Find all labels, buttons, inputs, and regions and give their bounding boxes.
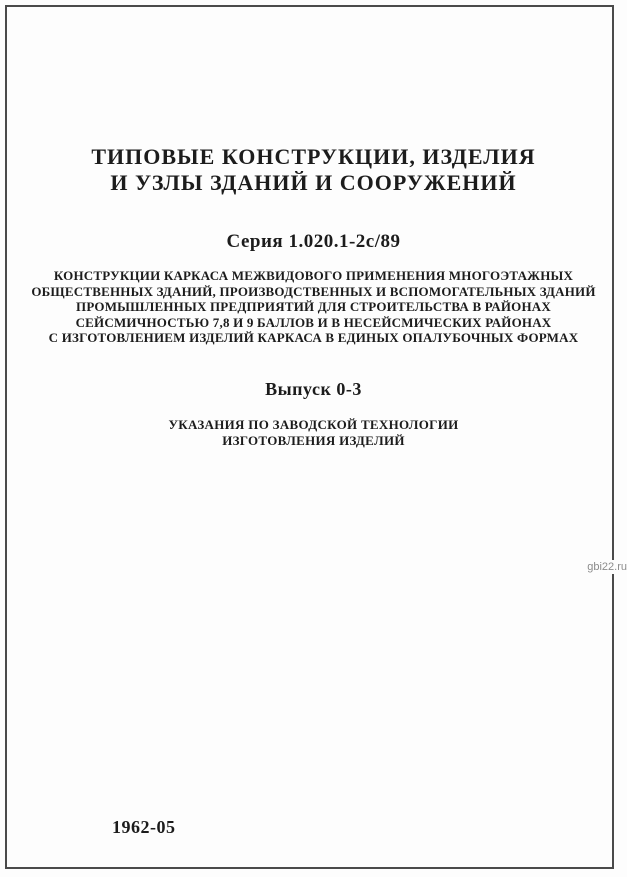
subtitle-line: ИЗГОТОВЛЕНИЯ ИЗДЕЛИЙ — [222, 433, 405, 448]
document-title-line-1: ТИПОВЫЕ КОНСТРУКЦИИ, ИЗДЕЛИЯ — [91, 144, 536, 169]
document-number: 1962-05 — [112, 817, 176, 837]
description-line: ПРОМЫШЛЕННЫХ ПРЕДПРИЯТИЙ ДЛЯ СТРОИТЕЛЬСТВА В РАЙОНАХ — [76, 299, 551, 315]
document-title — [0, 144, 627, 196]
document-title-line-2: И УЗЛЫ ЗДАНИЙ И СООРУЖЕНИЙ — [110, 170, 517, 195]
series-designation: Серия 1.020.1-2с/89 — [226, 231, 401, 252]
site-watermark: gbi22.ru — [587, 561, 627, 573]
issue-number: Выпуск 0-3 — [265, 379, 362, 399]
subtitle-line: УКАЗАНИЯ ПО ЗАВОДСКОЙ ТЕХНОЛОГИИ — [168, 417, 459, 432]
document-description — [0, 268, 627, 346]
description-line: С ИЗГОТОВЛЕНИЕМ ИЗДЕЛИЙ КАРКАСА В ЕДИНЫХ ОПАЛУБОЧНЫХ ФОРМАХ — [48, 330, 579, 346]
document-subtitle — [0, 417, 627, 449]
description-line: ОБЩЕСТВЕННЫХ ЗДАНИЙ, ПРОИЗВОДСТВЕННЫХ И ВСПОМОГАТЕЛЬНЫХ ЗДАНИЙ — [31, 283, 596, 299]
description-line: СЕЙСМИЧНОСТЬЮ 7,8 И 9 БАЛЛОВ И В НЕСЕЙСМИЧЕСКИХ РАЙОНАХ — [75, 314, 552, 330]
description-line: КОНСТРУКЦИИ КАРКАСА МЕЖВИДОВОГО ПРИМЕНЕНИЯ МНОГОЭТАЖНЫХ — [53, 268, 574, 283]
